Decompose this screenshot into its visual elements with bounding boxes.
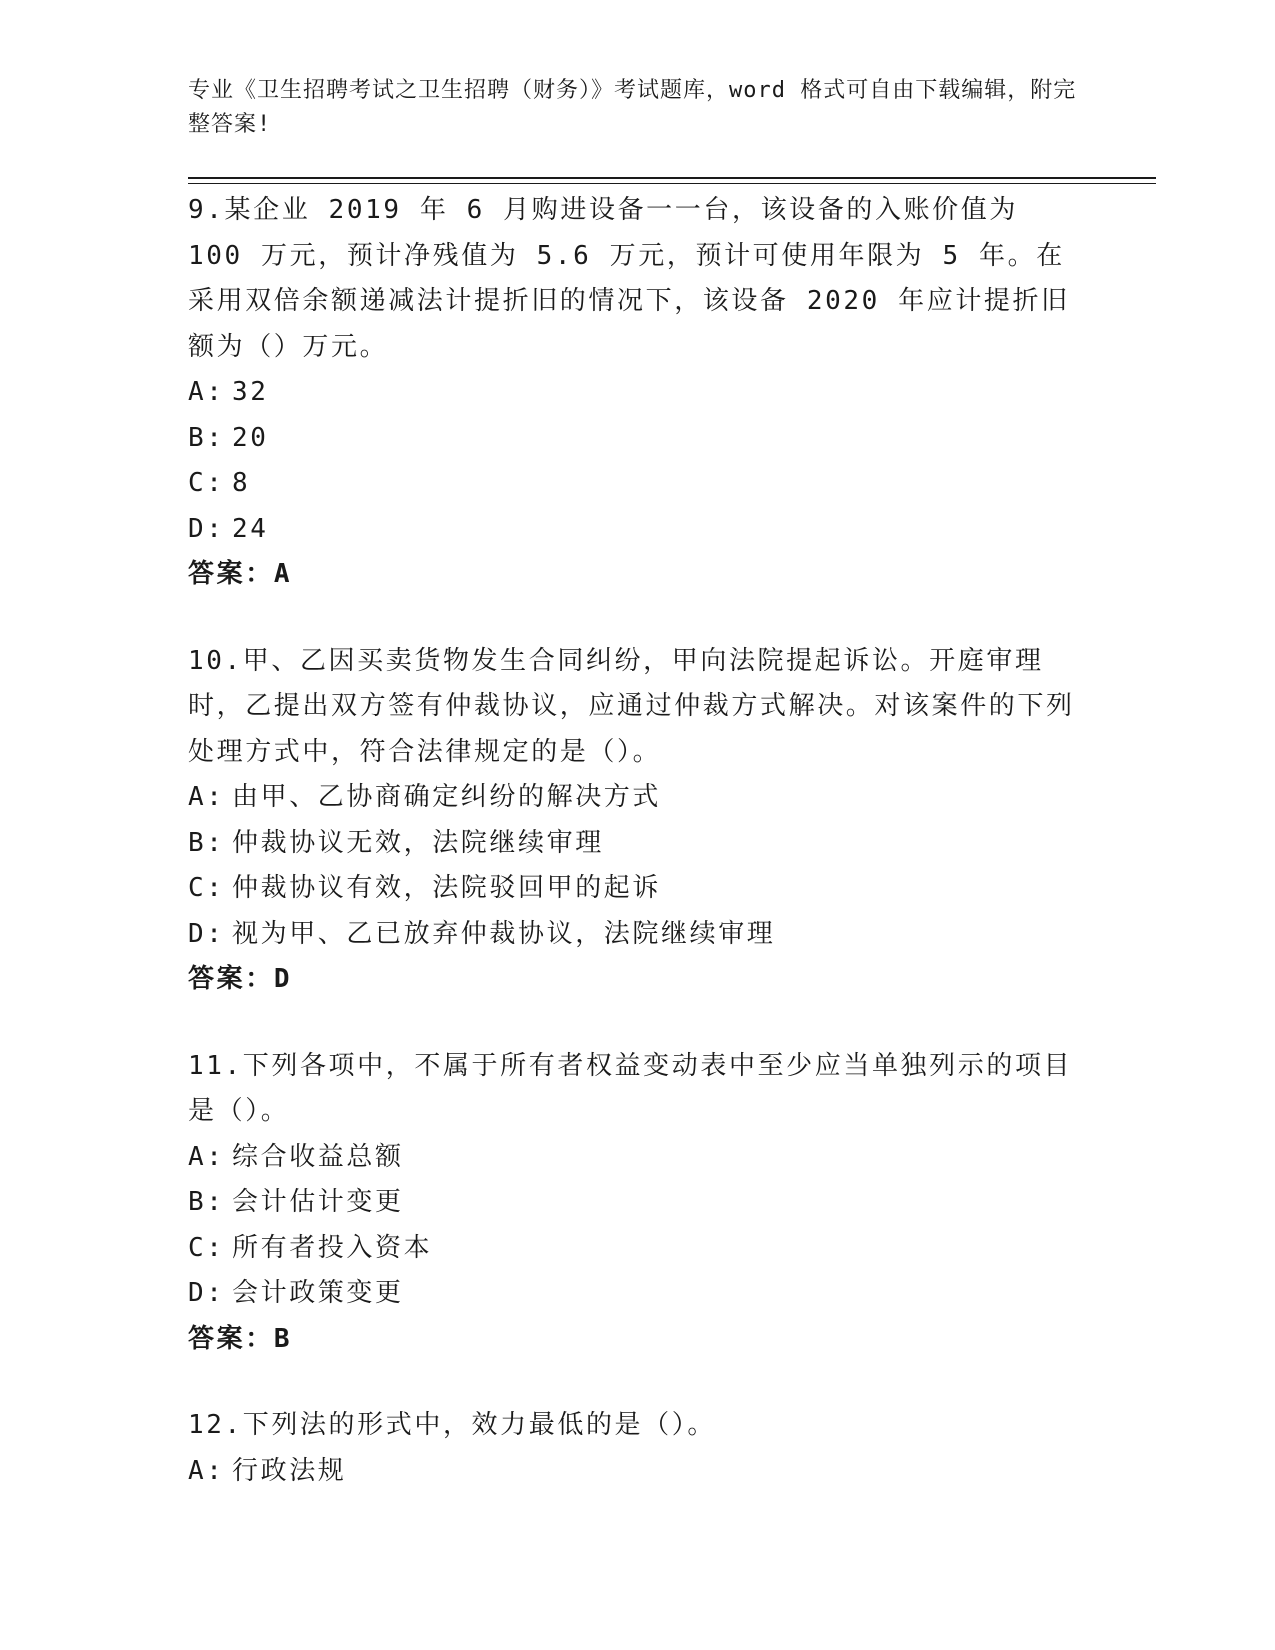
option-key: D: — [188, 513, 225, 544]
option-text: 视为甲、乙已放弃仲裁协议，法院继续审理 — [232, 918, 776, 949]
option-text: 由甲、乙协商确定纠纷的解决方式 — [232, 782, 662, 812]
option-key: A: — [188, 377, 225, 407]
option-text: 8 — [232, 468, 251, 498]
question-11 — [188, 1044, 1088, 1363]
answer-label: 答案： — [188, 1323, 274, 1354]
question-text: 11.下列各项中，不属于所有者权益变动表中至少应当单独列示的项目是（）。 — [188, 1050, 1073, 1126]
answer-line — [188, 552, 1088, 598]
option-key: B: — [188, 422, 225, 453]
option-key: C: — [188, 873, 225, 903]
header-divider-thin — [188, 183, 1156, 184]
option-key: B: — [188, 1187, 225, 1217]
option-c — [188, 1226, 1088, 1272]
option-c — [188, 461, 1088, 507]
option-text: 32 — [232, 377, 269, 407]
option-key: A: — [188, 1141, 225, 1172]
document-header: 专业《卫生招聘考试之卫生招聘（财务）》考试题库，word 格式可自由下载编辑，附完整答案! — [188, 78, 1077, 137]
option-text: 会计政策变更 — [232, 1278, 404, 1308]
option-text: 仲裁协议有效，法院驳回甲的起诉 — [232, 873, 662, 903]
answer-label: 答案： — [188, 964, 274, 994]
answer-value: B — [273, 1323, 293, 1354]
option-text: 综合收益总额 — [232, 1141, 404, 1172]
option-c — [188, 866, 1088, 912]
option-a — [188, 1449, 1088, 1495]
option-key: B: — [188, 827, 225, 858]
option-key: A: — [188, 782, 225, 812]
option-text: 所有者投入资本 — [232, 1232, 433, 1263]
option-d — [188, 912, 1088, 958]
question-text: 10.甲、乙因买卖货物发生合同纠纷，甲向法院提起诉讼。开庭审理时，乙提出双方签有仲裁协议，应通过仲裁方式解决。对该案件的下列处理方式中，符合法律规定的是（）。 — [188, 645, 1075, 767]
option-text: 仲裁协议无效，法院继续审理 — [232, 827, 604, 858]
answer-value: A — [273, 559, 293, 589]
question-12 — [188, 1403, 1088, 1494]
option-b — [188, 821, 1088, 867]
option-text: 行政法规 — [232, 1455, 347, 1486]
option-a — [188, 775, 1088, 821]
option-key: C: — [188, 1232, 225, 1263]
option-text: 会计估计变更 — [232, 1187, 404, 1217]
answer-value: D — [273, 964, 293, 994]
option-key: D: — [188, 918, 225, 949]
header-divider-thick — [188, 177, 1156, 179]
answer-label: 答案： — [188, 559, 274, 589]
option-a — [188, 370, 1088, 416]
answer-line — [188, 957, 1088, 1003]
option-text: 24 — [232, 513, 269, 544]
option-text: 20 — [232, 422, 269, 453]
option-key: C: — [188, 468, 225, 498]
option-a — [188, 1135, 1088, 1181]
option-d — [188, 507, 1088, 553]
question-9 — [188, 188, 1088, 598]
answer-line — [188, 1317, 1088, 1363]
option-d — [188, 1271, 1088, 1317]
option-b — [188, 416, 1088, 462]
option-key: D: — [188, 1278, 225, 1308]
question-list — [188, 188, 1088, 1535]
question-10 — [188, 639, 1088, 1003]
option-b — [188, 1180, 1088, 1226]
question-text: 9.某企业 2019 年 6 月购进设备一一台，该设备的入账价值为 100 万元，预计净残值为 5.6 万元，预计可使用年限为 5 年。在采用双倍余额递减法计提折旧的情况下，该设备 2020 年应计提折旧额为（）万元。 — [188, 195, 1070, 362]
question-text: 12.下列法的形式中，效力最低的是（）。 — [188, 1410, 716, 1440]
option-key: A: — [188, 1455, 225, 1486]
